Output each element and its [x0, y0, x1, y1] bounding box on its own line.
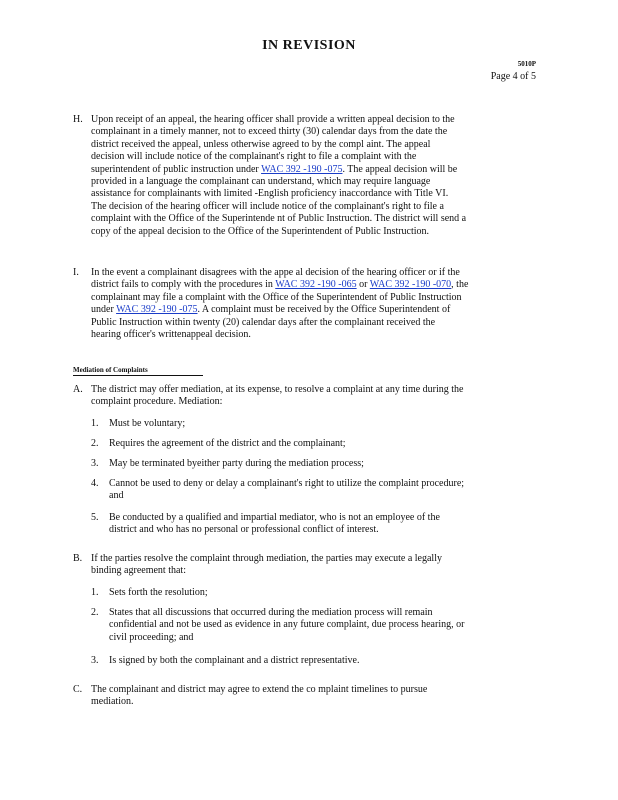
list-item [109, 512, 539, 537]
section-c-line: mediation. [91, 696, 134, 708]
list-item-text: Must be voluntary; [109, 418, 186, 429]
list-item [109, 655, 539, 667]
section-i-line: complainant may file a complaint with the Office of the Superintendent of Public Instruction [91, 291, 462, 303]
section-h-line: complainant in a timely manner, not to exceed thirty (30) calendar days from the date the [91, 126, 448, 138]
section-h-line: provided in a language the complainant can understand, which may require language [91, 176, 431, 188]
list-item-text: States that all discussions that occurred during the mediation process will remain [109, 607, 433, 618]
section-i-text: , the [451, 279, 469, 291]
list-item [109, 478, 539, 503]
list-item-number: 3. [91, 458, 99, 469]
wac-075-link[interactable]: WAC 392 -190 -075 [261, 163, 343, 175]
section-h-line: copy of the appeal decision to the Office of the Superintendent of Public Instruction. [91, 225, 430, 237]
section-b-line: binding agreement that: [91, 565, 186, 577]
list-item-text: district and who has no personal or professional conflict of interest. [109, 524, 379, 536]
section-i-text: district fails to comply with the procedures in [91, 279, 276, 291]
section-i-letter: I. [73, 267, 79, 278]
section-h-line: Upon receipt of an appeal, the hearing officer shall provide a written appeal decision to the [91, 114, 455, 125]
wac-065-link[interactable]: WAC 392 -190 -065 [275, 279, 357, 291]
section-h-line: decision will include notice of the complainant's right to file a complaint with the [91, 151, 417, 163]
list-item-text: Requires the agreement of the district and the complainant; [109, 438, 346, 449]
list-item-text: and [109, 490, 124, 502]
list-item-number: 4. [91, 478, 99, 489]
mediation-heading: Mediation of Complaints [73, 366, 203, 376]
section-b-letter: B. [73, 553, 83, 564]
wac-075-link[interactable]: WAC 392 -190 -075 [116, 304, 198, 316]
section-h-line [91, 164, 539, 176]
section-i-line: Public Instruction within twenty (20) calendar days after the complainant received the [91, 316, 436, 328]
section-h-paragraph [91, 114, 539, 238]
section-i-text: . A complaint must be received by the Office Superintendent of [197, 304, 451, 316]
section-a-letter: A. [73, 384, 83, 395]
section-c-line: The complainant and district may agree to extend the co mplaint timelines to pursue [91, 684, 428, 695]
list-item-text: Cannot be used to deny or delay a complainant's right to utilize the complaint procedure; [109, 478, 465, 489]
list-item [109, 458, 539, 470]
section-h-text: . The appeal decision will be [342, 163, 458, 175]
section-h-line: The decision of the hearing officer will include notice of the complainant's right to file a [91, 200, 444, 212]
section-a-line: complaint procedure. Mediation: [91, 396, 223, 408]
section-h-line: complaint with the Office of the Superintende nt of Public Instruction. The district will send a [91, 213, 467, 225]
section-b-paragraph [91, 553, 539, 578]
section-i-line [91, 304, 539, 316]
policy-code: 5010P [517, 60, 536, 68]
list-item [109, 418, 539, 430]
section-b-line: If the parties resolve the complaint through mediation, the parties may execute a legally [91, 553, 442, 564]
list-item-text: Be conducted by a qualified and impartial mediator, who is not an employee of the [109, 512, 440, 523]
list-item-text: civil proceeding; and [109, 631, 194, 643]
list-item-number: 2. [91, 438, 99, 449]
wac-070-link[interactable]: WAC 392 -190 -070 [369, 279, 452, 291]
section-h-line: assistance for complainants with limited -English proficiency inaccordance with Title VI. [91, 188, 449, 200]
section-a-line: The district may offer mediation, at its expense, to resolve a complaint at any time during the [91, 384, 464, 395]
section-a-paragraph [91, 384, 539, 409]
section-i-text: under [91, 304, 117, 316]
section-i-line: hearing officer's writtenappeal decision. [91, 329, 251, 341]
page-number: Page 4 of 5 [490, 71, 536, 82]
page-title: IN REVISION [262, 38, 356, 53]
list-item-text: May be terminated byeither party during the mediation process; [109, 458, 364, 469]
list-item-text: confidential and not be used as evidence in any future complaint, due process hearing, or [109, 619, 465, 631]
section-i-paragraph [91, 267, 539, 341]
section-h-text: superintendent of public instruction under [91, 163, 262, 175]
section-i-text: or [356, 279, 370, 291]
list-item-number: 3. [91, 655, 99, 666]
list-item-number: 2. [91, 607, 99, 618]
list-item-number: 5. [91, 512, 99, 523]
list-item-text: Sets forth the resolution; [109, 587, 208, 598]
list-item [109, 587, 539, 599]
section-i-line [91, 279, 539, 291]
list-item [109, 607, 539, 644]
section-i-line: In the event a complainant disagrees with the appe al decision of the hearing officer or if the [91, 267, 460, 278]
list-item-number: 1. [91, 587, 99, 598]
list-item-text: Is signed by both the complainant and a district representative. [109, 655, 360, 666]
section-h-letter: H. [73, 114, 83, 125]
list-item [109, 438, 539, 450]
section-h-line: district received the appeal, unless otherwise agreed to by the compl aint. The appeal [91, 138, 431, 150]
section-c-letter: C. [73, 684, 83, 695]
list-item-number: 1. [91, 418, 99, 429]
section-c-paragraph [91, 684, 539, 709]
